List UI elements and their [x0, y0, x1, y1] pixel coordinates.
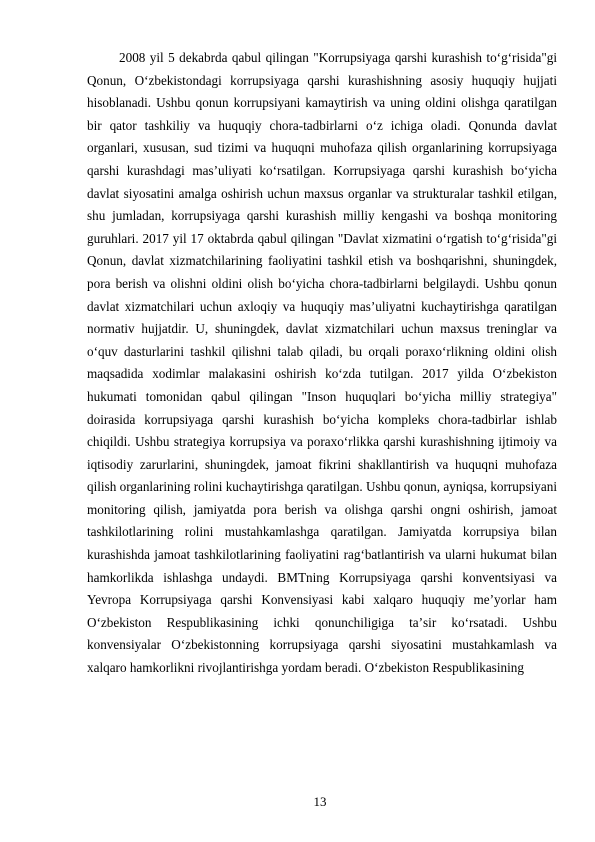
body-paragraph: 2008 yil 5 dekabrda qabul qilingan "Korrupsiyaga qarshi kurashish toʻgʻrisida"gi Qonun, Oʻzbekistondagi korrupsiyaga qarshi kurashishning asosiy huquqiy hujjati hisoblanadi. Ushbu qonun korrupsiyani kamaytirish va uning oldini olishga qaratilgan bir qator tashkiliy va huquqiy chora-tadbirlarni oʻz ichiga oladi. Qonunda davlat organlari, xususan, sud tizimi va huquqni muhofaza qilish organlarining korrupsiyaga qarshi kurashdagi masʼuliyati koʻrsatilgan. Korrupsiyaga qarshi kurashish boʻyicha davlat siyosatini amalga oshirish uchun maxsus organlar va strukturalar tashkil etilgan, shu jumladan, korrupsiyaga qarshi kurashish milliy kengashi va boshqa monitoring guruhlari. 2017 yil 17 oktabrda qabul qilingan "Davlat xizmatini oʻrgatish toʻgʻrisida"gi Qonun, davlat xizmatchilarining faoliyatini tashkil etish va boshqarishni, shuningdek, pora berish va olishni oldini olish boʻyicha chora-tadbirlarni belgilaydi. Ushbu qonun davlat xizmatchilari uchun axloqiy va huquqiy masʼuliyatni kuchaytirishga qaratilgan normativ hujjatdir. U, shuningdek, davlat xizmatchilari uchun maxsus treninglar va oʻquv dasturlarini tashkil qilishni talab qiladi, bu orqali poraxoʻrlikning oldini olish maqsadida xodimlar malakasini oshirish koʻzda tutilgan. 2017 yilda Oʻzbekiston hukumati tomonidan qabul qilingan "Inson huquqlari boʻyicha milliy strategiya" doirasida korrupsiyaga qarshi kurashish boʻyicha kompleks chora-tadbirlar ishlab chiqildi. Ushbu strategiya korrupsiya va poraxoʻrlikka qarshi kurashishning ijtimoiy va iqtisodiy zarurlarini, shuningdek, jamoat fikrini shakllantirish va huquqni muhofaza qilish organlarining rolini kuchaytirishga qaratilgan. Ushbu qonun, ayniqsa, korrupsiyani monitoring qilish, jamiyatda pora berish va olishga qarshi ongni oshirish, jamoat tashkilotlarining rolini mustahkamlashga qaratilgan. Jamiyatda korrupsiya bilan kurashishda jamoat tashkilotlarining faoliyatini ragʻbatlantirish va ularni hukumat bilan hamkorlikda ishlashga undaydi. BMTning Korrupsiyaga qarshi konventsiyasi va Yevropa Korrupsiyaga qarshi Konvensiyasi kabi xalqaro huquqiy meʼyorlar ham Oʻzbekiston Respublikasining ichki qonunchiligiga taʼsir koʻrsatadi. Ushbu konvensiyalar Oʻzbekistonning korrupsiyaga qarshi siyosatini mustahkamlash va xalqaro hamkorlikni rivojlantirishga yordam beradi. Oʻzbekiston Respublikasining — [87, 50, 557, 676]
page-number: 13 — [313, 794, 327, 809]
